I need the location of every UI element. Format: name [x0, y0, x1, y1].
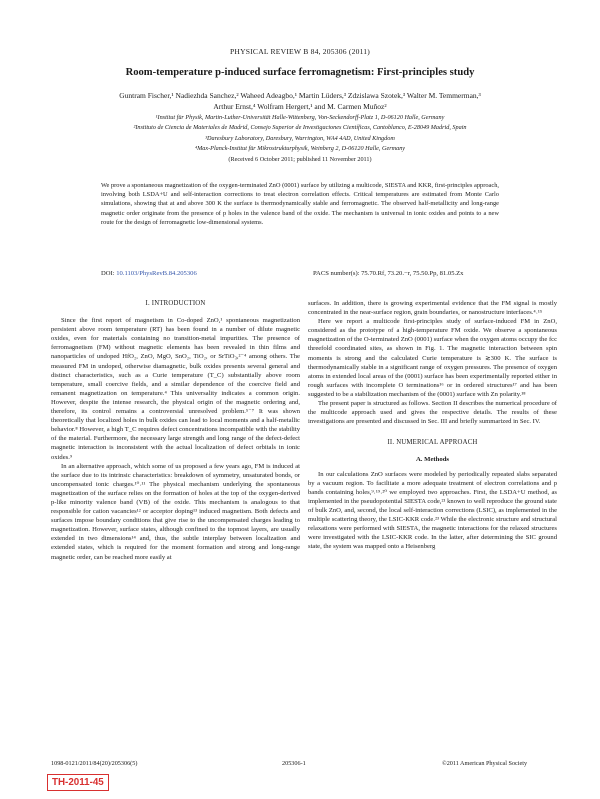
doi-label: DOI: — [101, 270, 117, 277]
section-heading-introduction: I. INTRODUCTION — [145, 300, 206, 307]
journal-header: PHYSICAL REVIEW B 84, 205306 (2011) — [229, 47, 371, 56]
affiliation: ¹Institut für Physik, Martin-Luther-Universität Halle-Wittenberg, Von-Seckendorff-Platz 1, D-06120 Halle, Germany — [155, 114, 445, 121]
affiliation: ²Instituto de Ciencia de Materiales de Madrid, Consejo Superior de Investigaciones Científicas, Cantoblanco, E-28049 Madrid, Spain — [133, 124, 467, 132]
archive-stamp: TH-2011-45 — [47, 774, 109, 791]
section-heading-numerical-approach: II. NUMERICAL APPROACH — [387, 439, 478, 447]
page-number: 205306-1 — [282, 760, 306, 767]
footer-issn: 1098-0121/2011/84(20)/205306(5) — [51, 760, 138, 767]
paragraph: Here we report a multicode first-principles study of surface-induced FM in ZnO, considered as the prototype of a high-temperature FM oxide. We observe a spontaneous magnetization of the O-terminated ZnO (0001) surface when the oxygen atoms occupy the fcc threefold coordinated sites, as shown in Fig. 1. The magnetic interaction between spin moments is strong and the calculated Curie temperature is ≳300 K. The surface is thermodynamically stable in a significant range of oxygen pressures. The presence of oxygen atoms in extended local areas of the (0001) surface has been experimentally reported either in rough surfaces with incomplete O terminations¹⁶ or in ordered structures¹⁷ and has been suggested to be a stabilization mechanism of the (0001) surface with Zn polarity.¹⁸ — [308, 318, 557, 398]
paragraph: In an alternative approach, which some of us proposed a few years ago, FM is induced at the surface due to its intrinsic characteristics: breakdown of symmetry, unsaturated bonds, or uncompensated ionic charges.¹⁰˒¹¹ The physical mechanism underlying the spontaneous magnetization of the surface relies on the formation of holes at the top of the oxygen-derived p-like minority valence band (VB) of the oxide. This mechanism is analogous to that responsible for cation vacancies¹² or acceptor doping¹³ induced magnetism. Both defects and surfaces impose boundary conditions that give rise to the uncompensated charges leading to magnetization. However, surface states, although confined to the topmost layers, are usually extended in two dimensions¹⁴ and, thus, the subtle interplay between localization and extended states, which is required for the moment formation and strong and long-range magnetic order, can be reached more easily at — [51, 462, 300, 561]
author-line: Arthur Ernst,⁴ Wolfram Hergert,¹ and M. Carmen Muñoz² — [213, 102, 387, 111]
affiliation-list — [30, 113, 570, 165]
paper-title: Room-temperature p-induced surface ferromagnetism: First-principles study — [125, 67, 475, 78]
right-column — [308, 299, 557, 551]
affiliation: ⁴Max-Planck-Institut für Mikrostrukturphysik, Weinberg 2, D-06120 Halle, Germany — [194, 145, 406, 153]
paragraph: surfaces. In addition, there is growing experimental evidence that the FM signal is mostly concentrated in the near-surface region, grain boundaries, or nanostructure interfaces.⁴˒¹⁵ — [308, 300, 557, 317]
abstract: We prove a spontaneous magnetization of the oxygen-terminated ZnO (0001) surface by utilizing a multicode, SIESTA and KKR, first-principles approach, involving both LSDA+U and self-interaction corrections to treat electron correlation effects. Critical temperatures are estimated from Monte Carlo simulations, showing that at and above 300 K the surface is thermodynamically stable and ferromagnetic. The observed half-metallicity and long-range magnetic order originate from the presence of p holes in the valence band of the oxide. The mechanism is universal in ionic oxides and points to a new route for the design of ferromagnetic low-dimensional systems. — [101, 182, 499, 226]
subsection-heading-methods: A. Methods — [415, 456, 450, 464]
pacs-numbers: PACS number(s): 75.70.Rf, 73.20.−r, 75.50.Pp, 81.05.Zx — [313, 270, 464, 277]
doi-line — [101, 270, 197, 277]
author-line: Guntram Fischer,¹ Nadiezhda Sanchez,² Waheed Adeagbo,¹ Martin Lüders,³ Zdzislawa Szotek,³ Walter M. Temmerman,³ — [119, 91, 481, 100]
received-date: (Received 6 October 2011; published 11 November 2011) — [228, 155, 372, 163]
paragraph: Since the first report of magnetism in Co-doped ZnO,¹ spontaneous magnetization persistent above room temperature (RT) has been found in a number of dilute magnetic oxides, even for materials containing no transition-metal impurities. The presence of ferromagnetism (FM) without magnetic elements has been revealed in thin films and nanoparticles of undoped HfO₂, ZnO, MgO, SnO₂, TiO₂, or SrTiO₃,²⁻⁴ among others. The measured FM in undoped, otherwise diamagnetic, bulk oxides presents several general and distinct characteristics, such as a Curie temperature (T_C) substantially above room temperature, small coercive fields, and a similar dependence of the coercive field and remanent magnetization on temperature.⁴ This universality indicates a common origin. However, despite the intense research, the physical origin of the magnetic ordering and, therefore, its control remains a controversial unresolved problem.⁵⁻⁷ It was shown theoretically that localized holes in bulk oxides can lead to local moments and a half-metallic behavior.⁸ However, a high T_C requires defect concentrations incompatible with the stability of the material. Furthermore, the necessary large strength and long range of the defect-defect magnetic interaction is inconsistent with the actual localization of defect orbitals in ionic oxides.⁹ — [51, 317, 300, 461]
footer-copyright: ©2011 American Physical Society — [442, 760, 528, 767]
paragraph: The present paper is structured as follows. Section II describes the numerical procedure of the multicode approach used and gives the respective details. The results of these investigations are presented and discussed in Sec. III and briefly summarized in Sec. IV. — [308, 400, 557, 426]
left-column — [51, 299, 300, 562]
paragraph: In our calculations ZnO surfaces were modeled by periodically repeated slabs separated by a vacuum region. To facilitate a more adequate treatment of electron correlations and p bands containing holes,⁹˒¹⁹˒²⁰ we employed two approaches. First, the LSDA+U method, as implemented in the pseudopotential SIESTA code,²¹ known to well reproduce the ground state of bulk ZnO, and, second, the local self-interaction corrections (LSIC), as implemented in the multiple scattering theory, the LSIC-KKR code.²³ While the electronic structure and structural relaxations were performed with SIESTA, the magnetic interactions for the relaxed structures were investigated with the LSIC-KKR code. In the latter, after determining the SIC ground state, the system was mapped onto a Heisenberg — [308, 470, 557, 551]
author-list — [50, 90, 550, 112]
doi-link[interactable]: 10.1103/PhysRevB.84.205306 — [116, 270, 197, 277]
affiliation: ³Daresbury Laboratory, Daresbury, Warrington, WA4 4AD, United Kingdom — [205, 134, 395, 142]
